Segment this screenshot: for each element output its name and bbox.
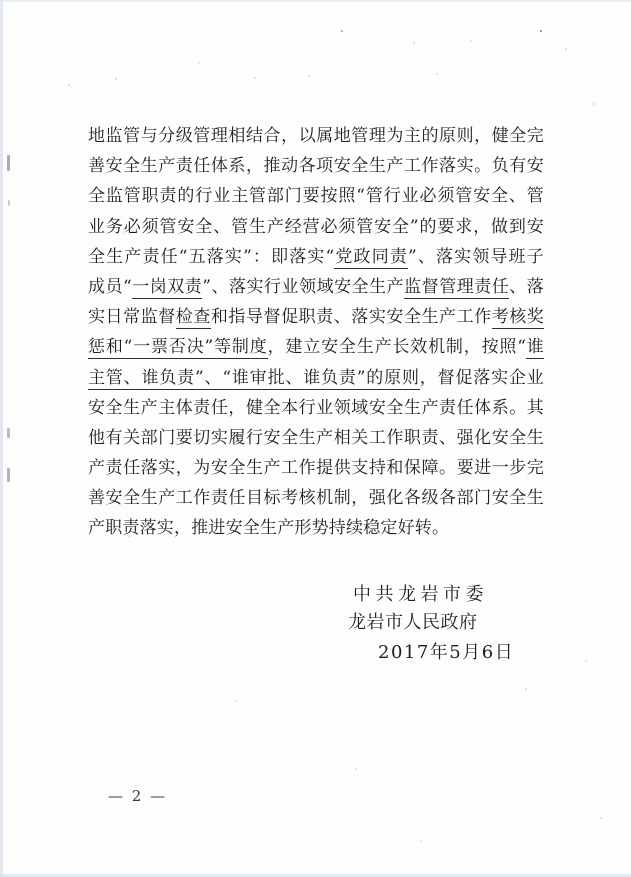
body-text-segment: 全生产责任“五落实”：即落实“ (88, 246, 335, 267)
body-line (88, 272, 544, 302)
body-text-segment: 善安全生产工作责任目标考核机制，强化各级各部门安全生 (88, 488, 544, 509)
body-text-segment: 成员“ (88, 276, 132, 297)
body-text-segment: ，督促落实企业 (419, 367, 544, 388)
body-line (88, 423, 544, 453)
pen-underline-emphasis: 谁 (526, 337, 544, 358)
body-text-segment: 善安全生产责任体系，推动各项安全生产工作落实。负有安 (88, 156, 544, 177)
body-text-segment: ”、落实领导班子 (408, 246, 544, 267)
body-line (88, 302, 544, 332)
pen-underline-emphasis: 惩和“一票否决”等制度 (88, 337, 268, 358)
document-body-text (88, 121, 544, 544)
body-text-segment: ，建立安全生产长效机制，按照“ (267, 337, 527, 358)
body-text-segment: ”、落实行业领域安全生产 (202, 276, 405, 297)
signature-date: 2017年5月6日 (378, 642, 515, 663)
body-text-segment: 、落 (509, 276, 544, 297)
body-line (88, 242, 544, 272)
signature-block (348, 581, 514, 667)
body-text-segment: 他有关部门要切实履行安全生产相关工作职责、强化安全生 (88, 427, 544, 448)
scan-edge-top (0, 0, 631, 2)
body-line (88, 121, 544, 151)
signatory-municipal-government: 龙岩市人民政府 (348, 612, 478, 633)
body-line (88, 332, 544, 362)
body-text-segment: 安全生产主体责任，健全本行业领域安全生产责任体系。其 (88, 397, 544, 418)
body-text-segment: 产职责落实，推进安全生产形势持续稳定好转。 (88, 518, 450, 539)
body-text-segment: 业务必须管安全、管生产经营必须管安全”的要求，做到安 (88, 216, 544, 237)
scan-smudge (7, 468, 10, 482)
body-line (88, 483, 544, 513)
scan-noise-specks (0, 0, 2, 2)
body-line (88, 181, 544, 211)
signatory-party-committee: 中共龙岩市委 (353, 584, 488, 605)
pen-underline-emphasis: 党政同责 (334, 246, 409, 267)
scan-smudge (7, 428, 10, 438)
body-line (88, 363, 544, 393)
body-line (88, 151, 544, 181)
body-text-segment: 和指导督促职责、落实安全生产工作 (210, 307, 492, 328)
scan-smudge (8, 200, 10, 206)
scan-smudge (7, 155, 10, 171)
body-text-segment: 产责任落实，为安全生产工作提供支持和保障。要进一步完 (88, 458, 544, 479)
body-line (88, 513, 544, 543)
body-line (88, 212, 544, 242)
pen-underline-emphasis: 主管、谁负责”、“谁审批、谁负责”的原则 (88, 367, 420, 388)
scan-edge-left (0, 0, 3, 877)
body-line (88, 393, 544, 423)
body-text-segment: 地监管与分级管理相结合，以属地管理为主的原则，健全完 (88, 126, 544, 146)
pen-underline-emphasis: 监督管理责任 (404, 276, 510, 297)
body-line (88, 453, 544, 483)
pen-underline-emphasis: 检查 (175, 307, 211, 328)
body-text-segment: 全监管职责的行业主管部门要按照“管行业必须管安全、管 (88, 186, 544, 207)
body-text-segment: 实日常监督 (88, 307, 176, 328)
pen-underline-emphasis: 考核奖 (491, 307, 545, 328)
pen-underline-emphasis: 一岗双责 (131, 276, 203, 297)
page-number: — 2 — (108, 787, 168, 805)
